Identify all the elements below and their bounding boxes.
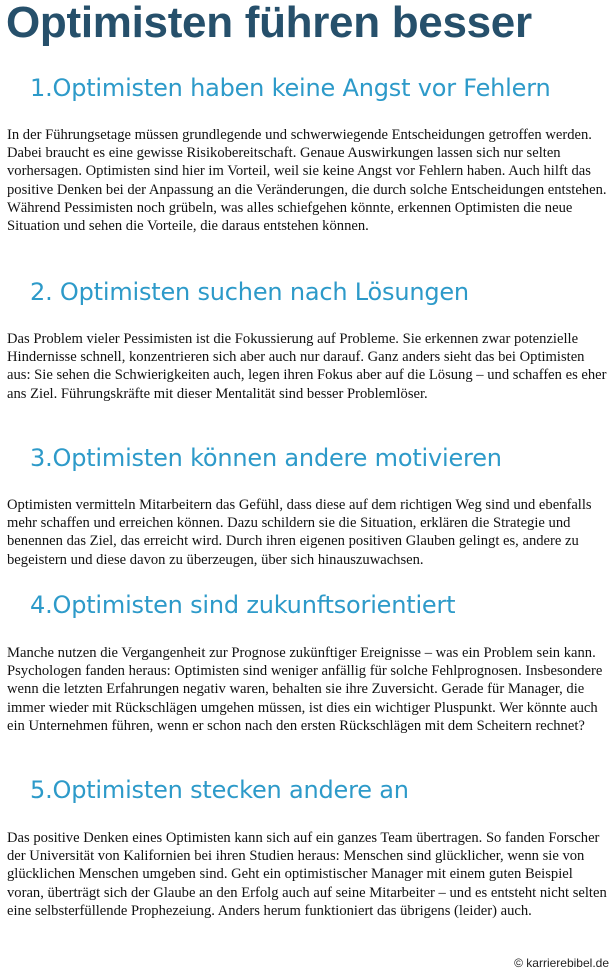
section-5-heading: 5.Optimisten stecken andere an [30,776,409,804]
section-2-heading: 2. Optimisten suchen nach Lösungen [30,278,469,306]
section-4-text: Manche nutzen die Vergangenheit zur Prognose zukünftiger Ereignisse – was ein Problem sein kann. Psychologen fanden heraus: Optimisten sind weniger anfällig für solche Fehlprognosen. Insbesondere wenn die letzten Erfahrungen negativ waren, behalten sie ihre Zuversicht. Gerade für Manager, die immer wieder mit Rückschlägen umgehen müssen, ist dies ein wichtiger Pluspunkt. Wer könnte auch ein Unternehmen führen, wenn er schon nach den ersten Rückschlägen mit dem Scheitern rechnet? [7,645,603,734]
section-3-text: Optimisten vermitteln Mitarbeitern das Gefühl, dass diese auf dem richtigen Weg sind und ebenfalls mehr schaffen und erreichen können. Dazu schildern sie die Situation, erklären die Strategie und benennen das Ziel, das erreicht wird. Durch ihren eigenen positiven Glauben gelingt es, andere zu begeistern und diese davon zu überzeugen, über sich hinauszuwachsen. [7,497,592,568]
section-1-heading: 1.Optimisten haben keine Angst vor Fehlern [30,74,551,102]
copyright-credit: © karrierebibel.de [514,956,609,970]
section-2-text: Das Problem vieler Pessimisten ist die Fokussierung auf Probleme. Sie erkennen zwar potenzielle Hindernisse schnell, konzentrieren sich aber auch nur darauf. Ganz anders sieht das bei Optimisten aus: Sie sehen die Schwierigkeiten auch, legen ihren Fokus aber auf die Lösung – und schaffen es eher ans Ziel. Führungskräfte mit dieser Mentalität sind besser Problemlöser. [7,331,607,402]
page-title: Optimisten führen besser [6,0,532,47]
section-3-heading: 3.Optimisten können andere motivieren [30,444,502,472]
section-5-text: Das positive Denken eines Optimisten kann sich auf ein ganzes Team übertragen. So fanden Forscher der Universität von Kalifornien bei ihren Studien heraus: Menschen sind glücklicher, wenn sie von glücklichen Menschen umgeben sind. Geht ein optimistischer Manager mit einem guten Beispiel voran, überträgt sich der Glaube an den Erfolg auch auf seine Mitarbeiter – und es entsteht nicht selten eine selbsterfüllende Prophezeiung. Anders herum funktioniert das übrigens (leider) auch. [7,830,607,919]
section-4-heading: 4.Optimisten sind zukunftsorientiert [30,591,456,619]
section-1-text: In der Führungsetage müssen grundlegende und schwerwiegende Entscheidungen getroffen werden. Dabei braucht es eine gewisse Risikobereitschaft. Genaue Auswirkungen lassen sich nur selten vorhersagen. Optimisten sind hier im Vorteil, weil sie keine Angst vor Fehlern haben. Auch hilft das positive Denken bei der Anpassung an die Veränderungen, die durch solche Entscheidungen entstehen. Während Pessimisten noch grübeln, was alles schiefgehen könnte, erkennen Optimisten die neue Situation und sehen die Vorteile, die daraus entstehen können. [7,127,607,235]
